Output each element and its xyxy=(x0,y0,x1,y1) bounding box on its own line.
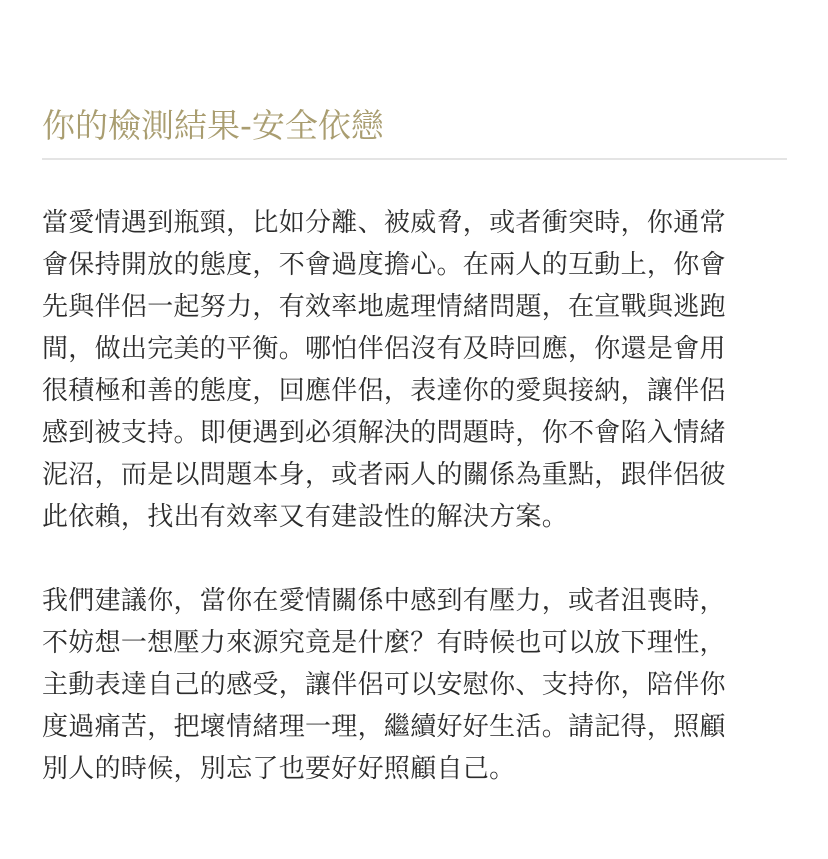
paragraph-line: 我們建議你，當你在愛情關係中感到有壓力，或者沮喪時， xyxy=(42,586,726,616)
paragraph-line: 先與伴侶一起努力，有效率地處理情緒問題，在宣戰與逃跑 xyxy=(42,292,726,322)
advice-paragraph xyxy=(42,580,786,790)
paragraph-line: 間，做出完美的平衡。哪怕伴侶沒有及時回應，你還是會用 xyxy=(42,334,726,364)
paragraph-line: 此依賴，找出有效率又有建設性的解決方案。 xyxy=(42,502,569,532)
paragraph-line: 不妨想一想壓力來源究竟是什麼？有時候也可以放下理性， xyxy=(42,628,726,658)
result-title: 你的檢測結果-安全依戀 xyxy=(42,106,384,145)
paragraph-line: 度過痛苦，把壞情緒理一理，繼續好好生活。請記得，照顧 xyxy=(42,712,726,742)
paragraph-line: 泥沼，而是以問題本身，或者兩人的關係為重點，跟伴侶彼 xyxy=(42,460,726,490)
paragraph-line: 會保持開放的態度，不會過度擔心。在兩人的互動上，你會 xyxy=(42,250,726,280)
paragraph-line: 感到被支持。即便遇到必須解決的問題時，你不會陷入情緒 xyxy=(42,418,726,448)
result-description-paragraph xyxy=(42,202,786,538)
paragraph-line: 主動表達自己的感受，讓伴侶可以安慰你、支持你，陪伴你 xyxy=(42,670,726,700)
title-divider xyxy=(42,158,787,160)
paragraph-line: 別人的時候，別忘了也要好好照顧自己。 xyxy=(42,754,516,784)
paragraph-line: 很積極和善的態度，回應伴侶，表達你的愛與接納，讓伴侶 xyxy=(42,376,726,406)
paragraph-line: 當愛情遇到瓶頸，比如分離、被威脅，或者衝突時，你通常 xyxy=(42,208,726,238)
